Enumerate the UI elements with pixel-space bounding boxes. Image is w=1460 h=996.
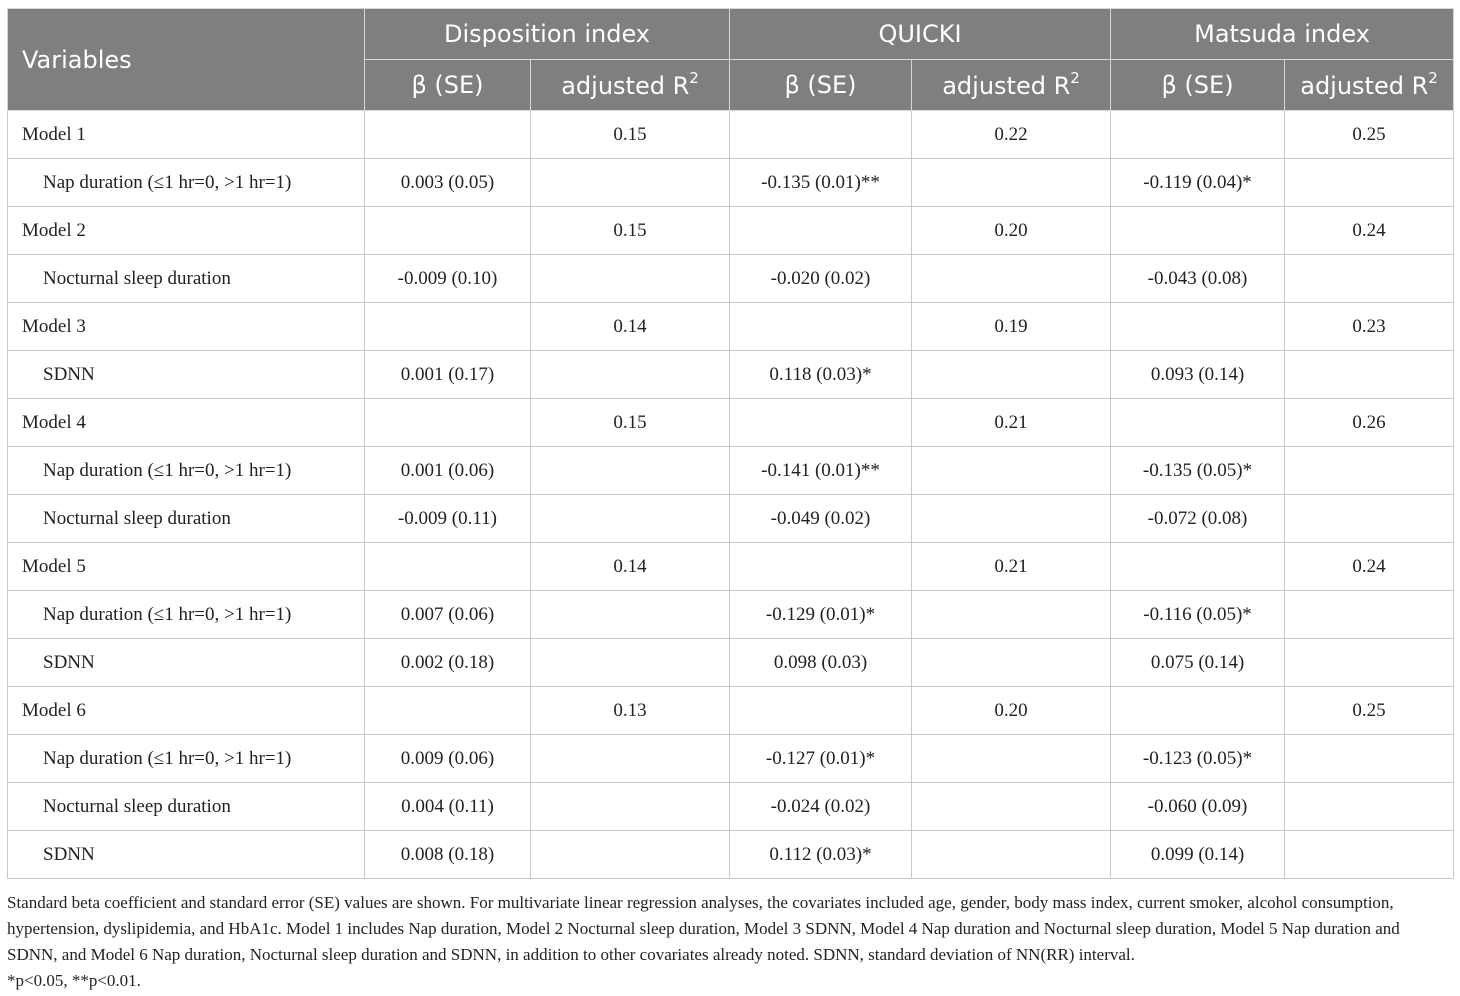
table-row [8,831,1454,879]
r2-cell [1285,255,1454,303]
beta-cell: -0.141 (0.01)** [730,447,912,495]
table-row [8,447,1454,495]
beta-cell [365,687,531,735]
r2-cell: 0.26 [1285,399,1454,447]
r2-cell [1285,735,1454,783]
variables-header: Variables [8,9,365,111]
r2-cell [912,255,1111,303]
r2-cell [531,639,730,687]
r2-cell: 0.21 [912,399,1111,447]
beta-cell: 0.004 (0.11) [365,783,531,831]
r2-cell: 0.25 [1285,687,1454,735]
table-row [8,591,1454,639]
beta-cell [365,111,531,159]
variable-label: Nap duration (≤1 hr=0, >1 hr=1) [8,159,365,207]
r2-cell [531,783,730,831]
r2-cell [912,735,1111,783]
table-row [8,639,1454,687]
beta-cell: -0.135 (0.01)** [730,159,912,207]
r2-cell [1285,495,1454,543]
r2-cell: 0.13 [531,687,730,735]
table-row [8,687,1454,735]
beta-cell [730,303,912,351]
r2-cell: 0.24 [1285,207,1454,255]
significance-note: *p<0.05, **p<0.01. [7,971,141,990]
r2-cell [912,639,1111,687]
beta-cell: -0.060 (0.09) [1111,783,1285,831]
table-footnote [7,890,1453,994]
beta-cell [365,399,531,447]
beta-cell [1111,111,1285,159]
table-row [8,303,1454,351]
variable-label: SDNN [8,831,365,879]
beta-cell [365,207,531,255]
beta-cell [365,303,531,351]
beta-cell: 0.075 (0.14) [1111,639,1285,687]
beta-cell [730,111,912,159]
beta-cell: 0.093 (0.14) [1111,351,1285,399]
r2-cell [531,495,730,543]
variable-label: SDNN [8,639,365,687]
r2-header: adjusted $R^2$ [531,60,730,111]
table-body [8,111,1454,879]
r2-cell [531,255,730,303]
r2-cell: 0.15 [531,111,730,159]
r2-cell [531,447,730,495]
beta-cell: -0.129 (0.01)* [730,591,912,639]
beta-cell: -0.123 (0.05)* [1111,735,1285,783]
r2-cell: 0.14 [531,543,730,591]
beta-cell: -0.116 (0.05)* [1111,591,1285,639]
beta-cell [1111,303,1285,351]
beta-cell: 0.118 (0.03)* [730,351,912,399]
beta-cell: 0.002 (0.18) [365,639,531,687]
table-header [8,9,1454,111]
table-row [8,783,1454,831]
r2-cell [1285,639,1454,687]
table-row [8,351,1454,399]
group-header-disposition-index: Disposition index [365,9,730,60]
beta-cell: 0.007 (0.06) [365,591,531,639]
table-row [8,207,1454,255]
footnote-text: Standard beta coefficient and standard error (SE) values are shown. For multivariate linear regression analyses, the covariates included age, gender, body mass index, current smoker, alcohol consumption, hypertension, dyslipidemia, and HbA1c. Model 1 includes Nap duration, Model 2 Nocturnal sleep duration, Model 3 SDNN, Model 4 Nap duration and Nocturnal sleep duration, Model 5 Nap duration and SDNN, and Model 6 Nap duration, Nocturnal sleep duration and SDNN, in addition to other covariates already noted. SDNN, standard deviation of NN(RR) interval. [7,893,1400,964]
beta-cell: -0.024 (0.02) [730,783,912,831]
variable-label: Nap duration (≤1 hr=0, >1 hr=1) [8,591,365,639]
r2-cell: 0.25 [1285,111,1454,159]
r2-cell: 0.19 [912,303,1111,351]
r2-cell [912,591,1111,639]
regression-table [7,8,1454,879]
r2-cell [912,351,1111,399]
model-label: Model 2 [8,207,365,255]
r2-cell [912,783,1111,831]
table-row [8,735,1454,783]
beta-cell [730,399,912,447]
r2-cell: 0.14 [531,303,730,351]
r2-cell [531,351,730,399]
model-label: Model 1 [8,111,365,159]
variable-label: Nap duration (≤1 hr=0, >1 hr=1) [8,735,365,783]
r2-cell [531,591,730,639]
r2-cell [912,159,1111,207]
r2-cell: 0.24 [1285,543,1454,591]
beta-cell: 0.099 (0.14) [1111,831,1285,879]
r2-cell [531,831,730,879]
beta-cell: 0.001 (0.06) [365,447,531,495]
regression-table-container [7,8,1453,879]
table-row [8,159,1454,207]
beta-cell: 0.003 (0.05) [365,159,531,207]
model-label: Model 4 [8,399,365,447]
beta-cell [365,543,531,591]
r2-cell [912,447,1111,495]
beta-cell [1111,543,1285,591]
beta-cell: -0.119 (0.04)* [1111,159,1285,207]
r2-cell: 0.22 [912,111,1111,159]
beta-cell: -0.009 (0.11) [365,495,531,543]
variable-label: Nap duration (≤1 hr=0, >1 hr=1) [8,447,365,495]
group-header-quicki: QUICKI [730,9,1111,60]
table-row [8,399,1454,447]
beta-cell: -0.135 (0.05)* [1111,447,1285,495]
variable-label: Nocturnal sleep duration [8,783,365,831]
variable-label: Nocturnal sleep duration [8,255,365,303]
table-row [8,255,1454,303]
r2-cell: 0.21 [912,543,1111,591]
beta-header: β (SE) [730,60,912,111]
r2-cell [1285,159,1454,207]
r2-header: adjusted $R^2$ [1285,60,1454,111]
variable-label: SDNN [8,351,365,399]
r2-cell [1285,591,1454,639]
beta-cell [730,543,912,591]
beta-cell: 0.112 (0.03)* [730,831,912,879]
r2-cell: 0.20 [912,207,1111,255]
beta-cell [1111,399,1285,447]
r2-cell [531,735,730,783]
beta-cell: -0.043 (0.08) [1111,255,1285,303]
beta-cell [1111,207,1285,255]
beta-cell: 0.009 (0.06) [365,735,531,783]
group-header-matsuda-index: Matsuda index [1111,9,1454,60]
r2-cell [531,159,730,207]
model-label: Model 6 [8,687,365,735]
r2-header: adjusted $R^2$ [912,60,1111,111]
beta-cell: 0.001 (0.17) [365,351,531,399]
r2-cell [1285,783,1454,831]
r2-cell [1285,351,1454,399]
table-row [8,543,1454,591]
r2-cell: 0.15 [531,207,730,255]
r2-cell [912,831,1111,879]
table-row [8,495,1454,543]
beta-cell: 0.008 (0.18) [365,831,531,879]
table-row [8,111,1454,159]
beta-cell: -0.072 (0.08) [1111,495,1285,543]
r2-cell [912,495,1111,543]
r2-cell: 0.23 [1285,303,1454,351]
beta-cell [730,687,912,735]
beta-cell: 0.098 (0.03) [730,639,912,687]
r2-cell [1285,447,1454,495]
r2-cell: 0.20 [912,687,1111,735]
model-label: Model 5 [8,543,365,591]
r2-cell [1285,831,1454,879]
beta-cell: -0.127 (0.01)* [730,735,912,783]
beta-cell: -0.020 (0.02) [730,255,912,303]
model-label: Model 3 [8,303,365,351]
beta-cell [1111,687,1285,735]
beta-cell [730,207,912,255]
beta-cell: -0.049 (0.02) [730,495,912,543]
variable-label: Nocturnal sleep duration [8,495,365,543]
r2-cell: 0.15 [531,399,730,447]
beta-cell: -0.009 (0.10) [365,255,531,303]
beta-header: β (SE) [1111,60,1285,111]
beta-header: β (SE) [365,60,531,111]
